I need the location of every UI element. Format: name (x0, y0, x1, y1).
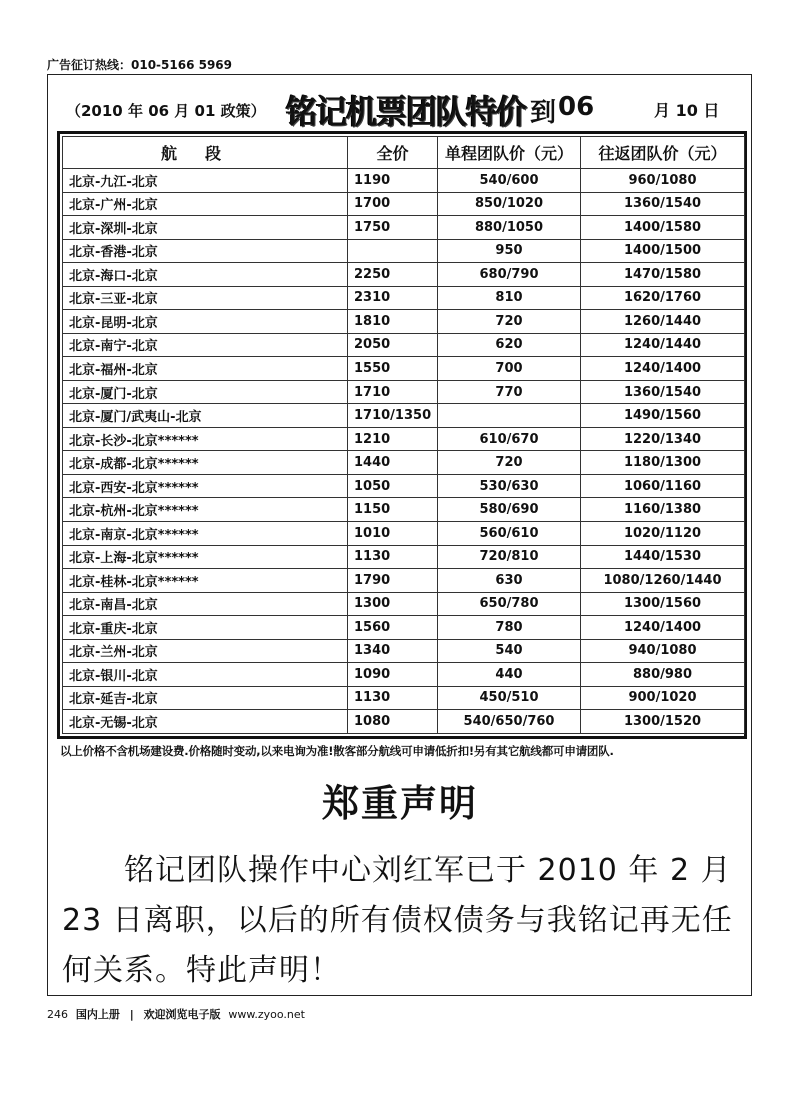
single-group-cell: 540/600 (438, 169, 581, 193)
table-row (63, 569, 745, 593)
full-price-cell: 1080 (348, 710, 438, 734)
route-cell: 北京-厦门/武夷山-北京 (63, 404, 348, 428)
full-price-cell: 1130 (348, 686, 438, 710)
route-cell: 北京-长沙-北京****** (63, 427, 348, 451)
footer-promo: 欢迎浏览电子版 (143, 1008, 221, 1021)
table-row (63, 239, 745, 263)
header-route: 航段 (63, 137, 348, 169)
single-group-cell: 630 (438, 569, 581, 593)
return-group-cell: 1360/1540 (581, 192, 745, 216)
route-cell: 北京-南昌-北京 (63, 592, 348, 616)
table-row (63, 474, 745, 498)
table-row (63, 710, 745, 734)
table-row (63, 333, 745, 357)
price-note: 以上价格不含机场建设费.价格随时变动,以来电询为准!散客部分航线可申请低折扣!另有其它航线都可申请团队. (60, 744, 614, 758)
route-cell: 北京-上海-北京****** (63, 545, 348, 569)
single-group-cell: 530/630 (438, 474, 581, 498)
route-cell: 北京-九江-北京 (63, 169, 348, 193)
declaration-title: 郑重声明 (322, 782, 478, 825)
return-group-cell: 1620/1760 (581, 286, 745, 310)
return-group-cell: 1180/1300 (581, 451, 745, 475)
full-price-cell: 1440 (348, 451, 438, 475)
table-row (63, 263, 745, 287)
full-price-cell: 1560 (348, 616, 438, 640)
route-cell: 北京-重庆-北京 (63, 616, 348, 640)
header-full-price: 全价 (348, 137, 438, 169)
table-row (63, 357, 745, 381)
return-group-cell: 1080/1260/1440 (581, 569, 745, 593)
return-group-cell: 1400/1500 (581, 239, 745, 263)
single-group-cell: 450/510 (438, 686, 581, 710)
header-single-group: 单程团队价（元） (438, 137, 581, 169)
table-row (63, 286, 745, 310)
table-row (63, 216, 745, 240)
table-row (63, 451, 745, 475)
return-group-cell: 1470/1580 (581, 263, 745, 287)
table-row (63, 498, 745, 522)
route-cell: 北京-昆明-北京 (63, 310, 348, 334)
full-price-cell: 1710/1350 (348, 404, 438, 428)
route-cell: 北京-西安-北京****** (63, 474, 348, 498)
footer-section: 国内上册 (75, 1008, 120, 1021)
declaration-body: 铭记团队操作中心刘红军已于 2010 年 2 月 23 日离职，以后的所有债权债务与我铭记再无任何关系。特此声明！ (62, 853, 733, 988)
title-date-day: 月 10 日 (654, 101, 720, 120)
single-group-cell: 720 (438, 451, 581, 475)
full-price-cell: 1010 (348, 521, 438, 545)
full-price-cell: 2050 (348, 333, 438, 357)
single-group-cell: 680/790 (438, 263, 581, 287)
single-group-cell: 780 (438, 616, 581, 640)
fare-table-header (63, 137, 745, 169)
return-group-cell: 960/1080 (581, 169, 745, 193)
single-group-cell: 700 (438, 357, 581, 381)
full-price-cell: 1130 (348, 545, 438, 569)
full-price-cell: 1700 (348, 192, 438, 216)
table-row (63, 616, 745, 640)
table-row (63, 427, 745, 451)
table-row (63, 380, 745, 404)
full-price-cell: 1210 (348, 427, 438, 451)
table-row (63, 521, 745, 545)
single-group-cell: 810 (438, 286, 581, 310)
single-group-cell: 950 (438, 239, 581, 263)
route-cell: 北京-无锡-北京 (63, 710, 348, 734)
full-price-cell (348, 239, 438, 263)
footer-separator: | (129, 1008, 134, 1021)
return-group-cell: 900/1020 (581, 686, 745, 710)
footer-url: www.zyoo.net (228, 1008, 305, 1021)
route-cell: 北京-南宁-北京 (63, 333, 348, 357)
route-cell: 北京-杭州-北京****** (63, 498, 348, 522)
route-cell: 北京-海口-北京 (63, 263, 348, 287)
return-group-cell: 1020/1120 (581, 521, 745, 545)
return-group-cell: 1060/1160 (581, 474, 745, 498)
full-price-cell: 1300 (348, 592, 438, 616)
full-price-cell: 1050 (348, 474, 438, 498)
full-price-cell: 1340 (348, 639, 438, 663)
table-row (63, 663, 745, 687)
fare-table (62, 136, 745, 734)
page-header (60, 84, 740, 132)
table-row (63, 592, 745, 616)
return-group-cell: 1490/1560 (581, 404, 745, 428)
full-price-cell: 1790 (348, 569, 438, 593)
return-group-cell: 1260/1440 (581, 310, 745, 334)
full-price-cell: 2250 (348, 263, 438, 287)
return-group-cell: 1240/1440 (581, 333, 745, 357)
single-group-cell: 540/650/760 (438, 710, 581, 734)
title-to: 到 (530, 98, 557, 128)
route-cell: 北京-广州-北京 (63, 192, 348, 216)
return-group-cell: 1360/1540 (581, 380, 745, 404)
full-price-cell: 1550 (348, 357, 438, 381)
full-price-cell: 1190 (348, 169, 438, 193)
return-group-cell: 940/1080 (581, 639, 745, 663)
title-date-month: 06 (558, 92, 595, 122)
page-number: 246 (47, 1008, 68, 1021)
route-cell: 北京-深圳-北京 (63, 216, 348, 240)
return-group-cell: 1440/1530 (581, 545, 745, 569)
return-group-cell: 1300/1560 (581, 592, 745, 616)
single-group-cell: 720 (438, 310, 581, 334)
single-group-cell: 540 (438, 639, 581, 663)
single-group-cell: 580/690 (438, 498, 581, 522)
single-group-cell: 880/1050 (438, 216, 581, 240)
route-cell: 北京-三亚-北京 (63, 286, 348, 310)
single-group-cell: 720/810 (438, 545, 581, 569)
route-cell: 北京-厦门-北京 (63, 380, 348, 404)
page-footer (47, 1006, 305, 1022)
single-group-cell: 560/610 (438, 521, 581, 545)
single-group-cell: 610/670 (438, 427, 581, 451)
return-group-cell: 1300/1520 (581, 710, 745, 734)
single-group-cell: 620 (438, 333, 581, 357)
table-row (63, 639, 745, 663)
header-return-group: 往返团队价（元） (581, 137, 745, 169)
full-price-cell: 2310 (348, 286, 438, 310)
route-cell: 北京-福州-北京 (63, 357, 348, 381)
route-cell: 北京-银川-北京 (63, 663, 348, 687)
full-price-cell: 1710 (348, 380, 438, 404)
return-group-cell: 880/980 (581, 663, 745, 687)
table-row (63, 310, 745, 334)
table-row (63, 192, 745, 216)
single-group-cell (438, 404, 581, 428)
route-cell: 北京-成都-北京****** (63, 451, 348, 475)
route-cell: 北京-延吉-北京 (63, 686, 348, 710)
page-title: 铭记机票团队特价 (286, 93, 526, 132)
single-group-cell: 650/780 (438, 592, 581, 616)
table-row (63, 545, 745, 569)
route-cell: 北京-桂林-北京****** (63, 569, 348, 593)
policy-date: （2010 年 06 月 01 政策） (66, 102, 266, 120)
route-cell: 北京-兰州-北京 (63, 639, 348, 663)
fare-table-box (57, 131, 747, 739)
full-price-cell: 1150 (348, 498, 438, 522)
return-group-cell: 1240/1400 (581, 616, 745, 640)
table-row (63, 404, 745, 428)
single-group-cell: 850/1020 (438, 192, 581, 216)
full-price-cell: 1810 (348, 310, 438, 334)
route-cell: 北京-南京-北京****** (63, 521, 348, 545)
fare-table-body (63, 169, 745, 734)
return-group-cell: 1240/1400 (581, 357, 745, 381)
return-group-cell: 1220/1340 (581, 427, 745, 451)
single-group-cell: 440 (438, 663, 581, 687)
ad-hotline: 广告征订热线：010-5166 5969 (47, 58, 233, 72)
return-group-cell: 1160/1380 (581, 498, 745, 522)
route-cell: 北京-香港-北京 (63, 239, 348, 263)
full-price-cell: 1750 (348, 216, 438, 240)
single-group-cell: 770 (438, 380, 581, 404)
return-group-cell: 1400/1580 (581, 216, 745, 240)
table-row (63, 169, 745, 193)
table-row (63, 686, 745, 710)
full-price-cell: 1090 (348, 663, 438, 687)
